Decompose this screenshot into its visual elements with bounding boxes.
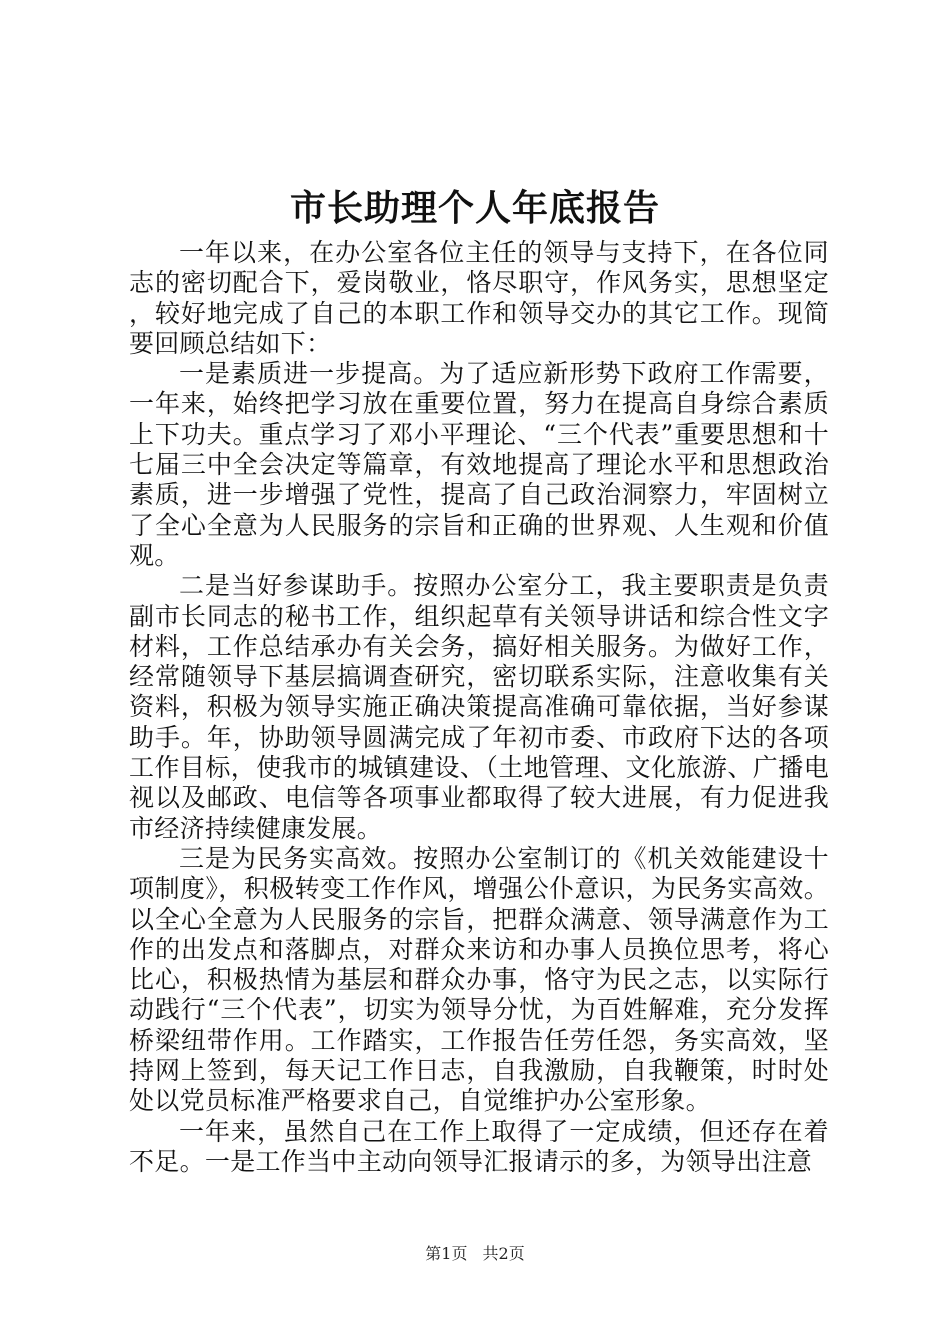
- document-body: [129, 238, 829, 1177]
- paragraph-assistant: 二是当好参谋助手。按照办公室分工，我主要职责是负责副市长同志的秘书工作，组织起草有关领导讲话和综合性文字材料，工作总结承办有关会务，搞好相关服务。为做好工作，经常随领导下基层搞调查研究，密切联系实际，注意收集有关资料，积极为领导实施正确决策提高准确可靠依据，当好参谋助手。年，协助领导圆满完成了年初市委、市政府下达的各项工作目标，使我市的城镇建设、（土地管理、文化旅游、广播电视以及邮政、电信等各项事业都取得了较大进展，有力促进我市经济持续健康发展。: [129, 571, 829, 843]
- document-title: 市长助理个人年底报告: [289, 187, 660, 229]
- paragraph-efficiency: 三是为民务实高效。按照办公室制订的《机关效能建设十项制度》，积极转变工作作风，增强公仆意识，为民务实高效。以全心全意为人民服务的宗旨，把群众满意、领导满意作为工作的出发点和落脚点，对群众来访和办事人员换位思考，将心比心，积极热情为基层和群众办事，恪守为民之志，以实际行动践行“三个代表”，切实为领导分忧，为百姓解难，充分发挥桥梁纽带作用。工作踏实，工作报告任劳任怨，务实高效，坚持网上签到，每天记工作日志，自我激励，自我鞭策，时时处处以党员标准严格要求自己，自觉维护办公室形象。: [129, 843, 829, 1116]
- page-footer: [0, 1243, 950, 1265]
- paragraph-quality: 一是素质进一步提高。为了适应新形势下政府工作需要，一年来，始终把学习放在重要位置，努力在提高自身综合素质上下功夫。重点学习了邓小平理论、“三个代表”重要思想和十七届三中全会决定等篇章，有效地提高了理论水平和思想政治素质，进一步增强了党性，提高了自己政治洞察力，牢固树立了全心全意为人民服务的宗旨和正确的世界观、人生观和价值观。: [129, 359, 829, 570]
- page-number: 第1页: [425, 1244, 468, 1263]
- page-total: 共2页: [482, 1244, 525, 1263]
- paragraph-shortcomings: 一年来，虽然自己在工作上取得了一定成绩，但还存在着不足。一是工作当中主动向领导汇报请示的多，为领导出注意: [129, 1116, 829, 1176]
- paragraph-intro: 一年以来，在办公室各位主任的领导与支持下，在各位同志的密切配合下，爱岗敬业，恪尽职守，作风务实，思想坚定，较好地完成了自己的本职工作和领导交办的其它工作。现简要回顾总结如下：: [129, 238, 829, 358]
